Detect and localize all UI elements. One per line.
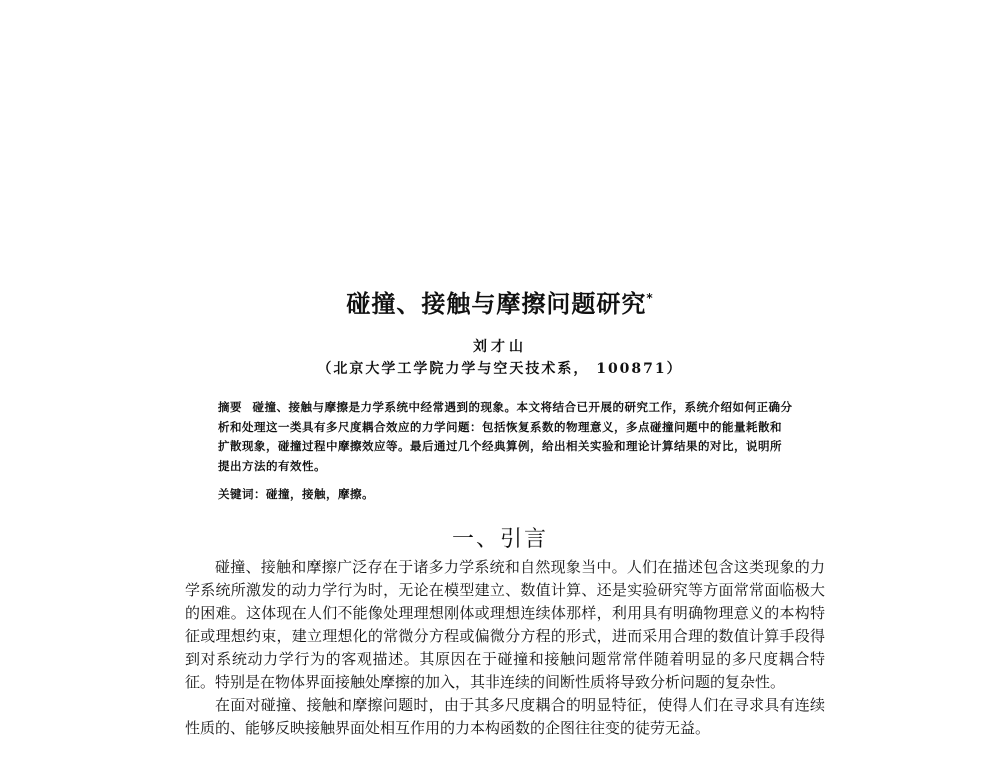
paper-title bbox=[0, 284, 1000, 319]
paper-title-text: 碰撞、接触与摩擦问题研究 bbox=[346, 290, 647, 318]
abstract-label: 摘要 bbox=[218, 400, 242, 414]
keywords-text: 碰撞，接触，摩擦。 bbox=[266, 487, 374, 501]
abstract-text: 碰撞、接触与摩擦是力学系统中经常遇到的现象。本文将结合已开展的研究工作，系统介绍如何正确分析和处理这一类具有多尺度耦合效应的力学问题：包括恢复系数的物理意义，多点碰撞问题中的能量耗散和扩散现象，碰撞过程中摩擦效应等。最后通过几个经典算例，给出相关实验和理论计算结果的对比，说明所提出方法的有效性。 bbox=[218, 400, 793, 473]
author-affiliation: （北京大学工学院力学与空天技术系， 100871） bbox=[317, 361, 683, 377]
section-heading: 一、引言 bbox=[451, 527, 548, 552]
abstract bbox=[218, 398, 793, 476]
body-paragraph: 碰撞、接触和摩擦广泛存在于诸多力学系统和自然现象当中。人们在描述包含这类现象的力学系统所激发的动力学行为时，无论在模型建立、数值计算、还是实验研究等方面常常面临极大的困难。这体现在人们不能像处理理想刚体或理想连续体那样，利用具有明确物理意义的本构特征或理想约束，建立理想化的常微分方程或偏微分方程的形式，进而采用合理的数值计算手段得到对系统动力学行为的客观描述。其原因在于碰撞和接触问题常常伴随着明显的多尺度耦合特征。特别是在物体界面接触处摩擦的加入，其非连续的间断性质将导致分析问题的复杂性。 bbox=[185, 558, 825, 691]
body-text bbox=[185, 556, 825, 740]
keywords bbox=[218, 486, 793, 502]
keywords-label: 关键词： bbox=[218, 487, 266, 501]
title-footnote-mark: * bbox=[646, 291, 654, 305]
body-paragraph: 在面对碰撞、接触和摩擦问题时，由于其多尺度耦合的明显特征，使得人们在寻求具有连续性质的、能够反映接触界面处相互作用的力本构函数的企图往往变的徒劳无益。 bbox=[185, 696, 825, 737]
author-name: 刘才山 bbox=[473, 339, 527, 355]
